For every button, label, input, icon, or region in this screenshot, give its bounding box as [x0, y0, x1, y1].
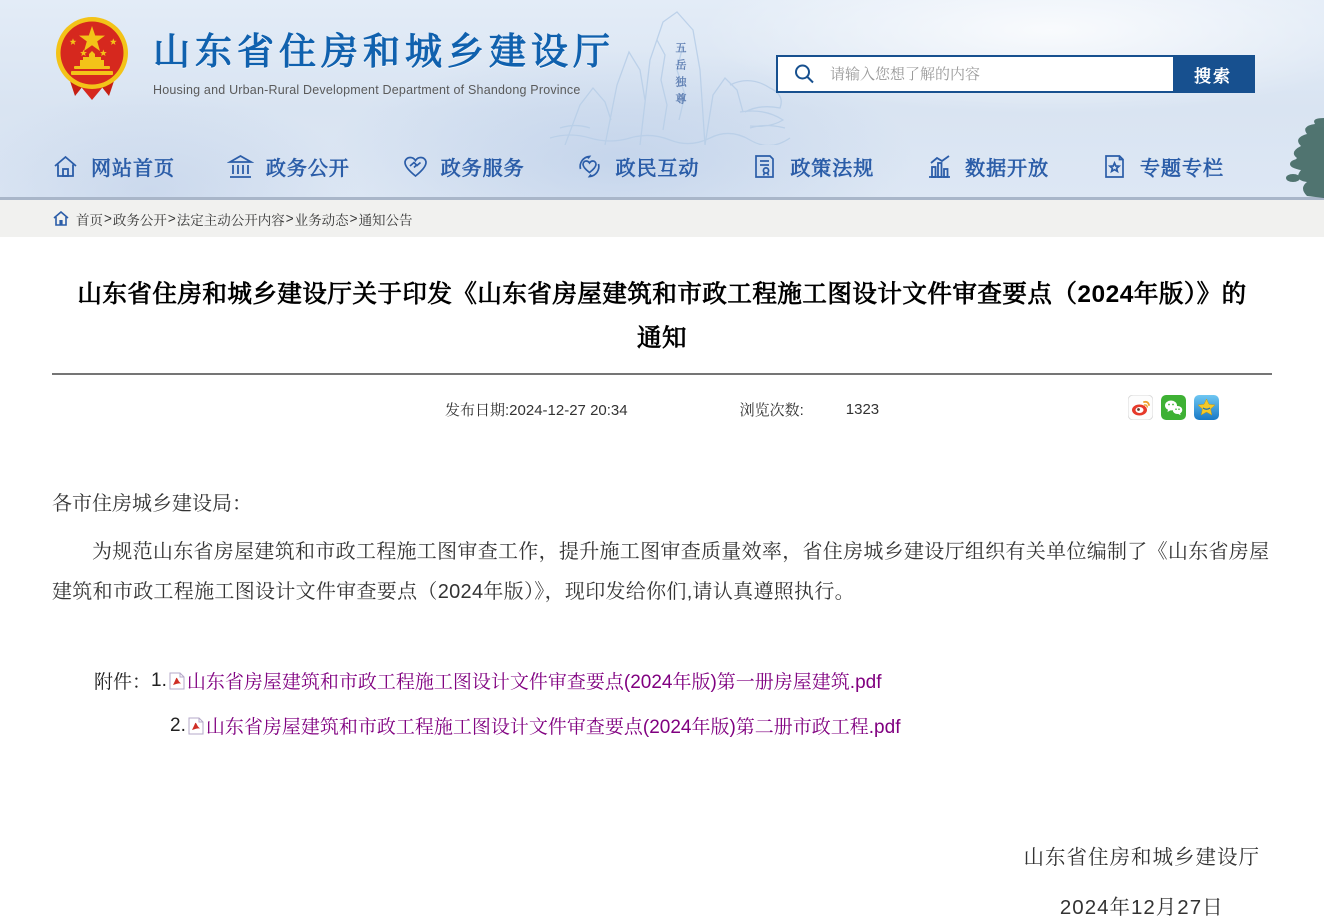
- attachment-link-volume2[interactable]: 山东省房屋建筑和市政工程施工图设计文件审查要点(2024年版)第二册市政工程.pdf: [205, 717, 901, 739]
- nav-item-gov-services[interactable]: 政务服务: [402, 152, 525, 181]
- breadcrumb-segment-notices[interactable]: 通知公告: [358, 212, 413, 228]
- nav-item-gov-disclosure[interactable]: 政务公开: [227, 152, 350, 181]
- article-title: 山东省住房和城乡建设厅关于印发《山东省房屋建筑和市政工程施工图设计文件审查要点（2024年版）》的通知: [77, 281, 1247, 353]
- breadcrumb: [0, 197, 1324, 237]
- nav-item-special-topics[interactable]: 专题专栏: [1101, 152, 1224, 181]
- page-header: [0, 0, 1324, 197]
- breadcrumb-separator: >: [285, 211, 294, 226]
- search-input[interactable]: [830, 57, 1173, 91]
- site-subtitle: Housing and Urban-Rural Development Department of Shandong Province: [153, 83, 581, 97]
- search-icon: [778, 57, 830, 91]
- bar-chart-icon: [926, 153, 953, 180]
- breadcrumb-home-icon: [53, 211, 69, 226]
- national-emblem-logo: [55, 16, 129, 102]
- article-paragraph: 为规范山东省房屋建筑和市政工程施工图审查工作，提升施工图审查质量效率，省住房城乡建设厅组织有关单位编制了《山东省房屋建筑和市政工程施工图设计文件审查要点（2024年版）》，现印发给你们,请认真遵照执行。: [52, 541, 1270, 604]
- attachment-row: [94, 658, 1272, 703]
- salutation: 各市住房城乡建设局：: [52, 493, 252, 516]
- attachment-row: [94, 703, 1272, 748]
- site-title: 山东省住房和城乡建设厅: [153, 31, 615, 72]
- attachment-link-volume1[interactable]: 山东省房屋建筑和市政工程施工图设计文件审查要点(2024年版)第一册房屋建筑.pdf: [186, 672, 882, 694]
- policy-document-icon: [751, 153, 778, 180]
- attachment-index: 2.: [170, 714, 186, 736]
- breadcrumb-segment-gov-disclosure[interactable]: 政务公开: [112, 212, 167, 228]
- attachments-block: [52, 658, 1272, 748]
- mountain-caption-text: 五岳独尊: [674, 42, 686, 110]
- breadcrumb-segment-business-news[interactable]: 业务动态: [294, 212, 349, 228]
- article-meta-row: [52, 395, 1272, 423]
- signature-block: [1024, 840, 1261, 920]
- search-bar: [776, 55, 1255, 93]
- nav-item-home[interactable]: 网站首页: [52, 152, 175, 181]
- attachment-label: 附件：: [94, 672, 152, 694]
- star-document-icon: [1101, 153, 1128, 180]
- article-content: [0, 273, 1324, 920]
- pdf-file-icon: [169, 672, 185, 690]
- weibo-icon[interactable]: [1128, 395, 1153, 420]
- site-brand[interactable]: [55, 16, 615, 102]
- search-button[interactable]: 搜索: [1173, 57, 1253, 91]
- views-label: 浏览次数:: [739, 401, 804, 419]
- views-count: 1323: [845, 400, 880, 418]
- share-icon-group: [1128, 395, 1219, 420]
- wechat-icon[interactable]: [1161, 395, 1186, 420]
- nav-item-open-data[interactable]: 数据开放: [926, 152, 1049, 181]
- publish-date: 发布日期:2024-12-27 20:34: [445, 401, 628, 419]
- institution-icon: [227, 153, 254, 180]
- signature-org: 山东省住房和城乡建设厅: [1023, 846, 1260, 870]
- breadcrumb-separator: >: [104, 211, 112, 226]
- home-icon: [52, 153, 79, 180]
- breadcrumb-separator: >: [349, 211, 358, 226]
- pdf-file-icon: [188, 717, 204, 735]
- nav-item-public-interaction[interactable]: 政民互动: [576, 152, 699, 181]
- qzone-icon[interactable]: [1194, 395, 1219, 420]
- nav-item-policies[interactable]: 政策法规: [751, 152, 874, 181]
- heart-interaction-icon: [576, 153, 603, 180]
- attachment-index: 1.: [151, 669, 167, 691]
- title-divider: [52, 373, 1272, 375]
- main-navigation: [0, 140, 1324, 197]
- breadcrumb-segment-statutory-content[interactable]: 法定主动公开内容: [176, 212, 285, 228]
- breadcrumb-separator: >: [167, 211, 176, 226]
- signature-date: 2024年12月27日: [1059, 896, 1224, 920]
- handshake-icon: [402, 153, 429, 180]
- breadcrumb-segment-home[interactable]: 首页: [76, 212, 103, 228]
